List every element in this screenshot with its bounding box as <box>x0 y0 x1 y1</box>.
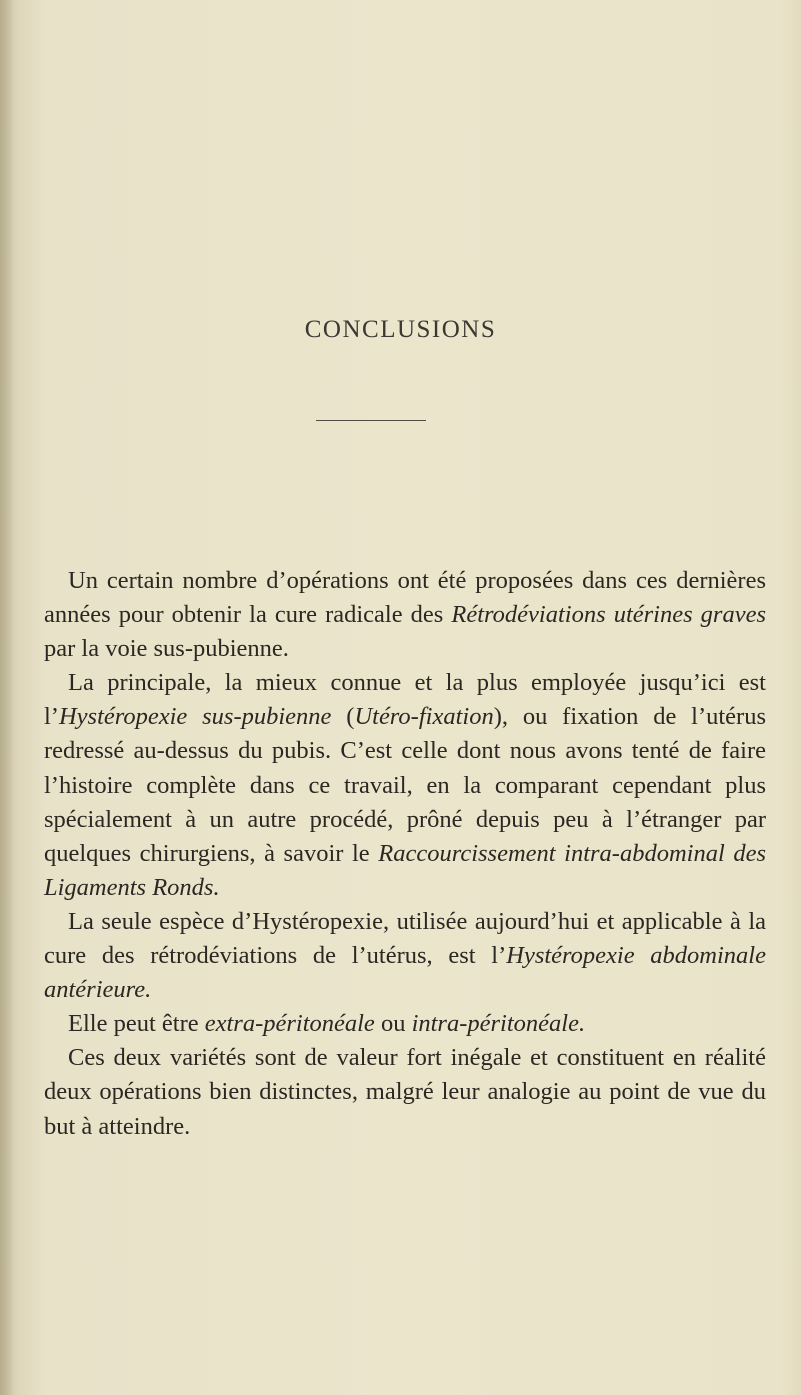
paragraph-4 <box>44 1007 766 1041</box>
italic-run: extra-péritonéale <box>204 1010 375 1038</box>
title-divider <box>316 420 426 421</box>
paragraph-1 <box>44 564 766 666</box>
page-gutter-shadow <box>0 0 14 1395</box>
page-title: CONCLUSIONS <box>304 316 497 343</box>
italic-run: Raccourcissement intra-abdominal des Ligaments Ronds. <box>44 839 766 901</box>
text-run: ( <box>331 703 355 731</box>
text-run: Elle peut être <box>68 1010 205 1038</box>
body-text <box>44 564 766 1144</box>
text-run: La seule espèce d’Hystéropexie, utilisée aujourd’hui et applicable à la cure des rétrodéviations de l’utérus, est l’ <box>44 907 766 970</box>
italic-run: Hystéropexie sus-pubienne <box>58 703 332 731</box>
paragraph-3 <box>44 905 766 1007</box>
italic-run: Hystéropexie abdominale antérieure. <box>44 942 766 1004</box>
text-run: Un certain nombre d’opérations ont été proposées dans ces dernières années pour obtenir la cure radicale des <box>44 567 766 629</box>
text-run: La principale, la mieux connue et la plus employée jusqu’ici est l’ <box>44 669 766 731</box>
italic-run: Rétrodéviations utérines graves <box>451 601 766 629</box>
paragraph-5 <box>44 1041 766 1143</box>
paragraph-2 <box>44 666 766 905</box>
text-run: Ces deux variétés sont de valeur fort inégale et constituent en réalité deux opérations bien distinctes, malgré leur analogie au point de vue du but à atteindre. <box>44 1044 766 1140</box>
text-run: ), ou fixation de l’utérus redressé au-dessus du pubis. C’est celle dont nous avons tenté de faire l’histoire complète dans ce travail, en la comparant cependant plus spécialement à un autre procédé, prôné depuis peu à l’étranger par quelques chirurgiens, à savoir le <box>44 703 766 867</box>
italic-run: Utéro-fixation <box>354 703 494 731</box>
text-run: ou <box>374 1010 412 1038</box>
text-run: par la voie sus-pubienne. <box>44 635 289 663</box>
italic-run: intra-péritonéale. <box>411 1010 586 1038</box>
